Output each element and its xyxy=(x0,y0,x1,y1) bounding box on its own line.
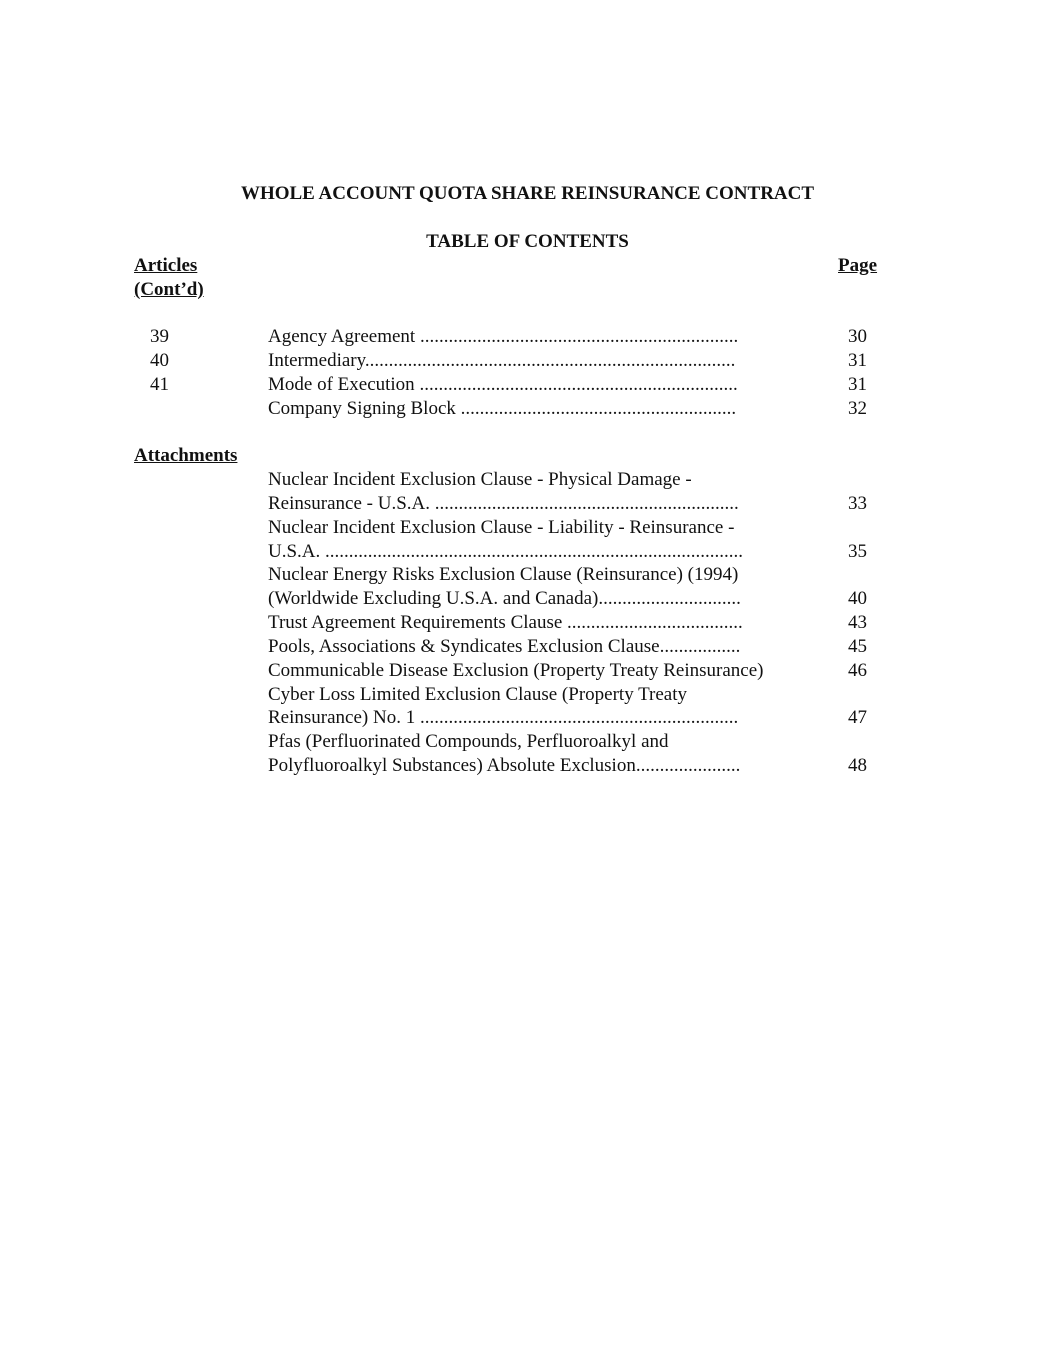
attachment-title: Reinsurance - U.S.A. xyxy=(268,493,430,514)
article-number: 39 xyxy=(150,326,169,347)
dot-leader: ................................................................ xyxy=(430,493,739,514)
attachment-row xyxy=(0,540,1055,564)
page-column-heading: Page xyxy=(838,255,878,276)
attachment-title-line1: Nuclear Energy Risks Exclusion Clause (Reinsurance) (1994) xyxy=(268,564,739,585)
attachment-entry xyxy=(268,492,786,516)
attachment-page-number: 47 xyxy=(848,707,867,728)
attachment-title: Reinsurance) No. 1 xyxy=(268,707,416,728)
attachment-title: Polyfluoroalkyl Substances) Absolute Exclusion xyxy=(268,755,636,776)
attachment-entry xyxy=(268,611,786,635)
toc-article-row xyxy=(0,397,1055,421)
dot-leader: ................................................................... xyxy=(414,374,738,395)
attachment-page-number: 33 xyxy=(848,493,867,514)
article-entry xyxy=(268,325,786,349)
attachment-page-number: 45 xyxy=(848,636,867,657)
article-page-number: 31 xyxy=(848,374,867,395)
article-title: Company Signing Block xyxy=(268,398,456,419)
toc-article-row xyxy=(0,373,1055,397)
article-number: 40 xyxy=(150,350,169,371)
contd-heading: (Cont’d) xyxy=(134,279,204,300)
attachment-line xyxy=(0,730,1055,754)
dot-leader: .............................................................................. xyxy=(364,350,736,371)
attachment-row xyxy=(0,492,1055,516)
dot-leader: .............................. xyxy=(598,588,741,609)
dot-leader: ................. xyxy=(659,636,741,657)
attachment-entry xyxy=(268,706,786,730)
attachment-entry xyxy=(268,635,786,659)
attachment-page-number: 48 xyxy=(848,755,867,776)
attachment-row xyxy=(0,611,1055,635)
dot-leader: .......................................................... xyxy=(455,398,737,419)
toc-title: TABLE OF CONTENTS xyxy=(426,231,629,252)
attachment-title-line1: Nuclear Incident Exclusion Clause - Physical Damage - xyxy=(268,469,692,490)
attachment-title-line1: Pfas (Perfluorinated Compounds, Perfluoroalkyl and xyxy=(268,731,669,752)
attachment-page-number: 40 xyxy=(848,588,867,609)
toc-article-row xyxy=(0,325,1055,349)
attachments-heading: Attachments xyxy=(134,445,238,466)
toc-article-row xyxy=(0,349,1055,373)
article-title: Agency Agreement xyxy=(268,326,416,347)
attachment-line xyxy=(0,563,1055,587)
article-entry xyxy=(268,397,786,421)
attachment-row xyxy=(0,754,1055,778)
article-page-number: 30 xyxy=(848,326,867,347)
dot-leader: ........................................................................................ xyxy=(320,541,744,562)
article-page-number: 32 xyxy=(848,398,867,419)
attachment-title-line1: Cyber Loss Limited Exclusion Clause (Property Treaty xyxy=(268,684,688,705)
attachment-page-number: 35 xyxy=(848,541,867,562)
dot-leader: ................................................................... xyxy=(415,326,739,347)
attachment-line xyxy=(0,683,1055,707)
attachment-row xyxy=(0,706,1055,730)
attachment-entry xyxy=(268,754,786,778)
document-title: WHOLE ACCOUNT QUOTA SHARE REINSURANCE CONTRACT xyxy=(240,183,815,204)
article-number: 41 xyxy=(150,374,169,395)
attachment-title: U.S.A. xyxy=(268,541,321,562)
attachment-title: Communicable Disease Exclusion (Property Treaty Reinsurance) xyxy=(268,660,764,681)
attachment-title: Trust Agreement Requirements Clause xyxy=(268,612,563,633)
attachment-title: (Worldwide Excluding U.S.A. and Canada) xyxy=(268,588,599,609)
attachment-row xyxy=(0,659,1055,683)
attachment-entry xyxy=(268,659,828,683)
attachment-title: Pools, Associations & Syndicates Exclusion Clause xyxy=(268,636,660,657)
attachment-entry xyxy=(268,587,786,611)
article-title: Intermediary xyxy=(268,350,365,371)
attachment-page-number: 46 xyxy=(848,660,867,681)
dot-leader: ..................................... xyxy=(562,612,743,633)
attachment-row xyxy=(0,587,1055,611)
dot-leader: ...................... xyxy=(635,755,741,776)
dot-leader: ................................................................... xyxy=(415,707,739,728)
attachment-page-number: 43 xyxy=(848,612,867,633)
article-page-number: 31 xyxy=(848,350,867,371)
article-title: Mode of Execution xyxy=(268,374,415,395)
article-entry xyxy=(268,349,786,373)
attachment-row xyxy=(0,635,1055,659)
attachment-line xyxy=(0,468,1055,492)
article-entry xyxy=(268,373,786,397)
articles-heading: Articles xyxy=(134,255,198,276)
attachment-title-line1: Nuclear Incident Exclusion Clause - Liability - Reinsurance - xyxy=(268,517,735,538)
attachment-line xyxy=(0,516,1055,540)
attachment-entry xyxy=(268,540,786,564)
